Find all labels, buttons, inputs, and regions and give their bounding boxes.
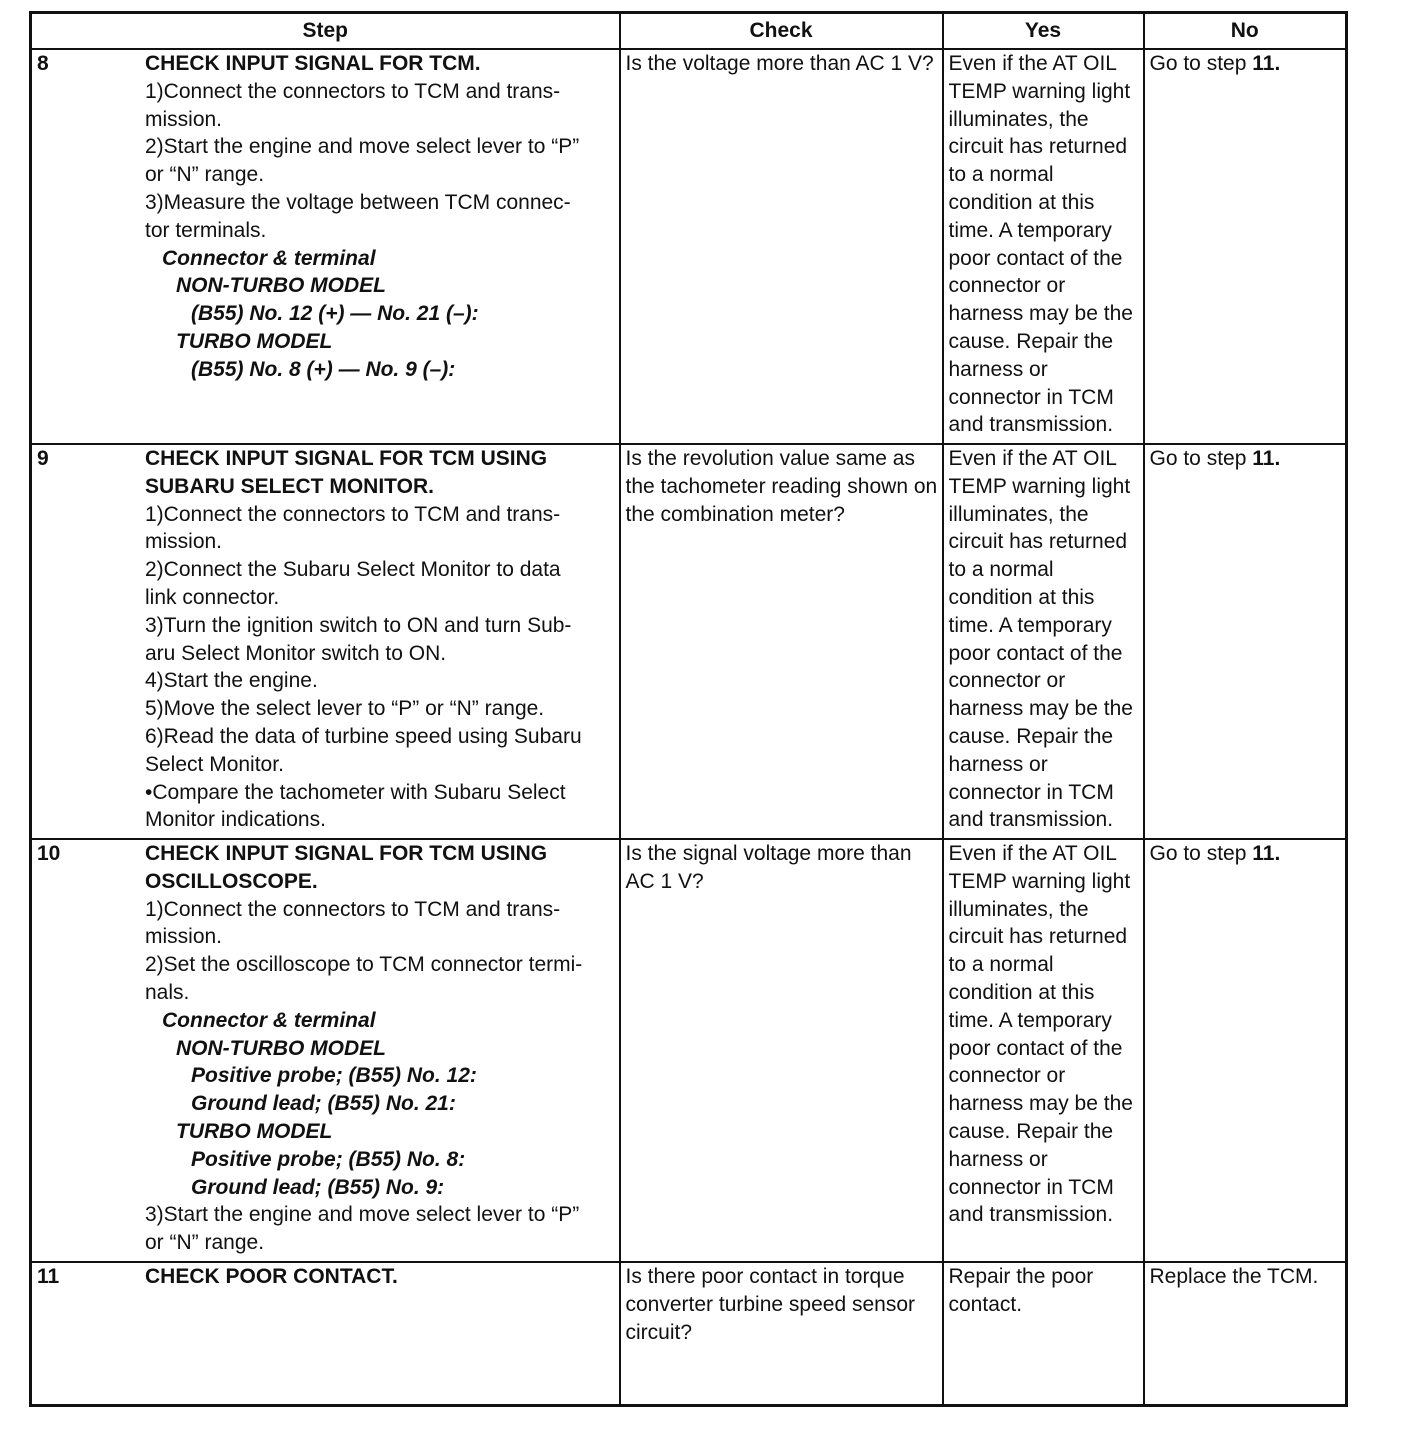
procedure-line: 2)Set the oscilloscope to TCM connector termi- [145, 953, 583, 977]
check-cell: Is there poor contact in torque converter turbine speed sensor circuit? [620, 1262, 943, 1405]
step-number: 9 [37, 447, 49, 470]
step-reference: 11 [1252, 842, 1275, 865]
yes-cell: Even if the AT OIL TEMP warning light illuminates, the circuit has returned to a normal condition at this time. A temporary poor contact of the connector or harness may be the cause. Repair the harness or connector in TCM and transmission. [943, 839, 1144, 1262]
connector-spec-line: TURBO MODEL [176, 329, 333, 353]
procedure-line: Select Monitor. [145, 752, 284, 776]
no-text: Go to step [1149, 842, 1253, 865]
procedure-line: mission. [145, 530, 223, 554]
no-text: Replace the TCM. [1149, 1265, 1319, 1288]
step-reference: 11 [1252, 52, 1275, 75]
header-row [31, 13, 1347, 50]
step-number: 11 [37, 1265, 60, 1288]
connector-spec-line: NON-TURBO MODEL [176, 1036, 386, 1060]
procedure-line: aru Select Monitor switch to ON. [145, 641, 447, 665]
yes-cell: Repair the poor contact. [943, 1262, 1144, 1405]
procedure-line: 1)Connect the connectors to TCM and trans- [145, 502, 561, 526]
step-body [145, 1263, 615, 1291]
procedure-line: nals. [145, 980, 190, 1004]
header-check: Check [620, 13, 943, 50]
step-body [145, 50, 615, 384]
procedure-line: or “N” range. [145, 1231, 265, 1255]
no-text: Go to step [1149, 447, 1253, 470]
yes-cell: Even if the AT OIL TEMP warning light illuminates, the circuit has returned to a normal condition at this time. A temporary poor contact of the connector or harness may be the cause. Repair the harness or connector in TCM and transmission. [943, 49, 1144, 444]
step-cell [31, 444, 620, 839]
procedure-line: link connector. [145, 585, 280, 609]
step-cell [31, 1262, 620, 1405]
connector-spec-line: Ground lead; (B55) No. 21: [191, 1092, 456, 1116]
step-number: 10 [37, 842, 61, 865]
step-title: CHECK INPUT SIGNAL FOR TCM. [145, 52, 481, 75]
step-cell [31, 839, 620, 1262]
no-suffix: . [1274, 52, 1281, 75]
step-title: CHECK POOR CONTACT. [145, 1265, 398, 1288]
step-cell [31, 49, 620, 444]
no-cell [1144, 1262, 1347, 1405]
connector-spec-line: Connector & terminal [162, 1008, 376, 1032]
procedure-line: 4)Start the engine. [145, 669, 318, 693]
procedure-line: 1)Connect the connectors to TCM and trans- [145, 897, 561, 921]
connector-spec-line: Positive probe; (B55) No. 12: [191, 1064, 477, 1088]
procedure-line: tor terminals. [145, 218, 267, 242]
connector-spec-line: NON-TURBO MODEL [176, 274, 386, 298]
no-suffix: . [1274, 447, 1281, 470]
procedure-line: 5)Move the select lever to “P” or “N” range. [145, 697, 545, 721]
connector-spec-line: (B55) No. 12 (+) — No. 21 (–): [191, 302, 479, 326]
header-step: Step [31, 13, 620, 50]
procedure-line: 3)Turn the ignition switch to ON and turn Sub- [145, 613, 572, 637]
header-no: No [1144, 13, 1347, 50]
step-body [145, 840, 615, 1257]
procedure-line: mission. [145, 107, 223, 131]
no-text: Go to step [1149, 52, 1253, 75]
procedure-line: 3)Start the engine and move select lever to “P” [145, 1203, 580, 1227]
procedure-line: •Compare the tachometer with Subaru Select [145, 780, 566, 804]
step-body [145, 445, 615, 834]
yes-cell: Even if the AT OIL TEMP warning light illuminates, the circuit has returned to a normal condition at this time. A temporary poor contact of the connector or harness may be the cause. Repair the harness or connector in TCM and transmission. [943, 444, 1144, 839]
procedure-line: or “N” range. [145, 163, 265, 187]
procedure-line: mission. [145, 925, 223, 949]
table-row [31, 49, 1347, 444]
procedure-line: 1)Connect the connectors to TCM and trans- [145, 79, 561, 103]
no-suffix: . [1274, 842, 1281, 865]
step-number: 8 [37, 52, 49, 75]
connector-spec-line: TURBO MODEL [176, 1119, 333, 1143]
step-reference: 11 [1252, 447, 1275, 470]
no-cell [1144, 839, 1347, 1262]
step-title: CHECK INPUT SIGNAL FOR TCM USING SUBARU SELECT MONITOR. [145, 447, 548, 498]
table-row [31, 444, 1347, 839]
check-cell: Is the signal voltage more than AC 1 V? [620, 839, 943, 1262]
check-cell: Is the voltage more than AC 1 V? [620, 49, 943, 444]
diagnostic-table [29, 11, 1348, 1407]
check-cell: Is the revolution value same as the tachometer reading shown on the combination meter? [620, 444, 943, 839]
procedure-line: 2)Connect the Subaru Select Monitor to data [145, 558, 561, 582]
connector-spec-line: Ground lead; (B55) No. 9: [191, 1175, 445, 1199]
procedure-line: 2)Start the engine and move select lever to “P” [145, 135, 580, 159]
connector-spec-line: Connector & terminal [162, 246, 376, 270]
table-row [31, 1262, 1347, 1405]
connector-spec-line: Positive probe; (B55) No. 8: [191, 1147, 466, 1171]
no-cell [1144, 444, 1347, 839]
procedure-line: 6)Read the data of turbine speed using Subaru [145, 724, 582, 748]
procedure-line: Monitor indications. [145, 808, 326, 832]
procedure-line: 3)Measure the voltage between TCM connec- [145, 190, 571, 214]
header-yes: Yes [943, 13, 1144, 50]
step-title: CHECK INPUT SIGNAL FOR TCM USING OSCILLOSCOPE. [145, 842, 548, 893]
no-cell [1144, 49, 1347, 444]
table-row [31, 839, 1347, 1262]
connector-spec-line: (B55) No. 8 (+) — No. 9 (–): [191, 357, 456, 381]
